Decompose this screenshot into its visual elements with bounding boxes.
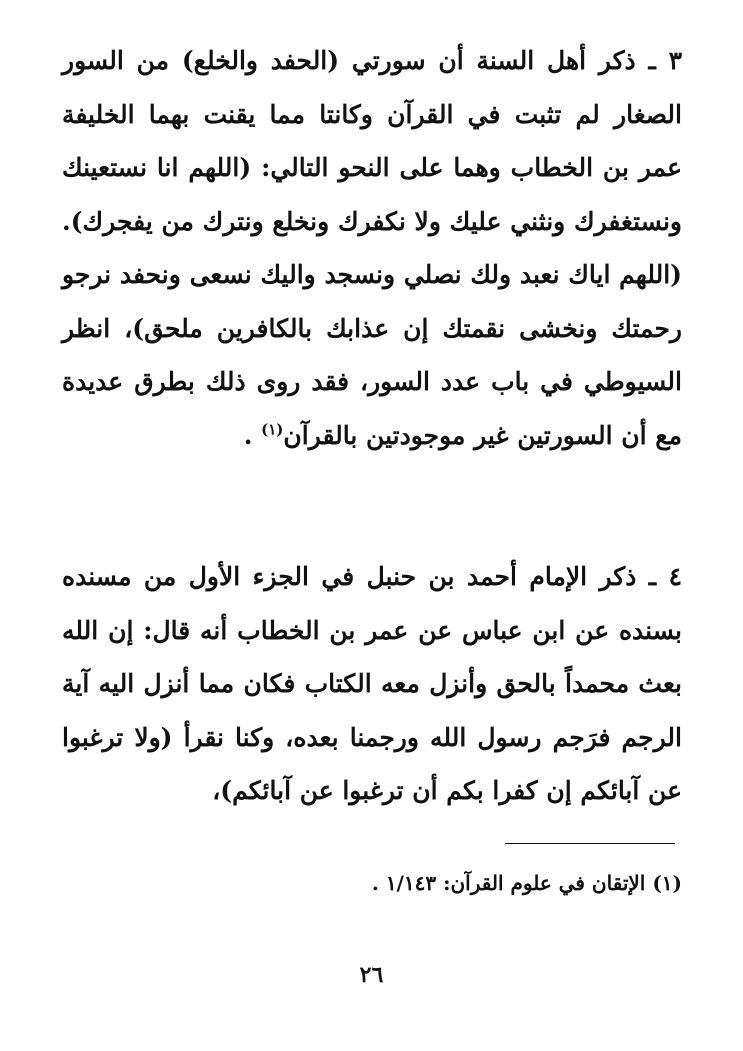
paragraph-4 [62,550,682,818]
footnote-divider [505,843,675,844]
paragraph-3-body: ٣ ـ ذكر أهل السنة أن سورتي (الحفد والخلع) من السور الصغار لم تثبت في القرآن وكانتا مما يقنت بهما الخليفة عمر بن الخطاب وهما على النحو التالي: (اللهم انا نستعينك ونستغفرك ونثني عليك ولا نكفرك ونخلع ونترك من يفجرك). (اللهم اياك نعبد ولك نصلي ونسجد واليك نسعى ونحفد نرجو رحمتك ونخشى نقمتك إن عذابك بالكافرين ملحق)، انظر السيوطي في باب عدد السور، فقد روى ذلك بطرق عديدة مع أن السورتين غير موجودتين بالقرآن [62,46,682,450]
footnote [62,868,682,898]
paragraph-4-text: ٤ ـ ذكر الإمام أحمد بن حنبل في الجزء الأول من مسنده بسنده عن ابن عباس عن عمر بن الخطاب أنه قال: إن الله بعث محمداً بالحق وأنزل معه الكتاب فكان مما أنزل اليه آية الرجم فرَجم رسول الله ورجمنا بعده، وكنا نقرأ (ولا ترغبوا عن آبائكم إن كفرا بكم أن ترغبوا عن آبائكم)، [62,562,682,805]
paragraph-3-ending: . [243,420,262,450]
footnote-reference-marker: (١) [261,420,284,439]
paragraph-3 [62,34,682,462]
paragraph-3-text [62,34,682,462]
page-number: ٢٦ [359,962,384,988]
footnote-text: (١) الإتقان في علوم القرآن: ١/١٤٣ . [371,871,682,895]
